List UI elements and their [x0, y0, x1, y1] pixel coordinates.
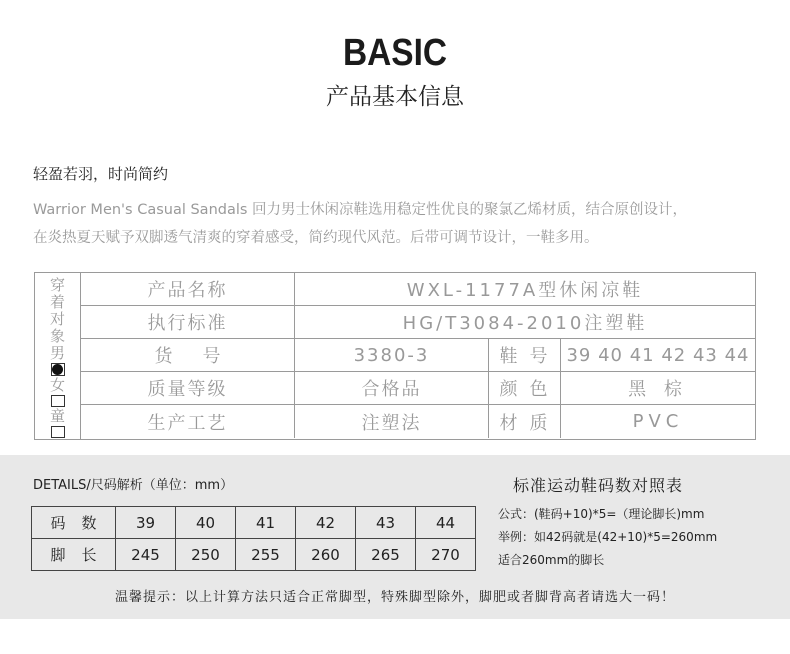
- size-formula: [498, 503, 717, 572]
- table-row: [32, 539, 476, 571]
- foot-length-cell: 255: [236, 539, 296, 571]
- spec-row-standard: [81, 306, 755, 339]
- spec-row-quality: [81, 372, 755, 405]
- target-label-char: 穿: [49, 276, 65, 294]
- quality-value: 合格品: [295, 372, 489, 404]
- target-label-char: 对: [49, 310, 65, 328]
- quality-label: 质量等级: [81, 372, 295, 404]
- size-cell: 39: [116, 507, 176, 539]
- table-row: [32, 507, 476, 539]
- size-label: 鞋号: [489, 339, 561, 371]
- option-label-male: 男: [49, 344, 65, 362]
- spec-row-item-no: [81, 339, 755, 372]
- size-value: 39 40 41 42 43 44: [566, 344, 750, 366]
- size-chart-title: 标准运动鞋码数对照表: [513, 476, 684, 495]
- process-value: 注塑法: [295, 405, 489, 438]
- target-audience-column: [35, 273, 81, 439]
- process-label: 生产工艺: [81, 405, 295, 438]
- description-line: 在炎热夏天赋予双脚透气清爽的穿着感受，简约现代风范。后带可调节设计，一鞋多用。: [33, 230, 599, 246]
- target-label-char: 着: [49, 293, 65, 311]
- color-value: 黑 棕: [628, 379, 688, 400]
- option-label-child: 童: [49, 407, 65, 425]
- spec-table: [34, 272, 756, 440]
- title-english: BASIC: [342, 32, 448, 74]
- size-cell: 44: [416, 507, 476, 539]
- foot-length-cell: 250: [176, 539, 236, 571]
- item-no-label: 货号: [81, 339, 295, 371]
- radio-dot-icon: [52, 364, 63, 375]
- size-cell: 41: [236, 507, 296, 539]
- standard-label: 执行标准: [81, 306, 295, 338]
- spec-row-product-name: [81, 273, 755, 306]
- size-cell: 43: [356, 507, 416, 539]
- page-header: [0, 30, 790, 112]
- size-cell: 40: [176, 507, 236, 539]
- male-radio-checked: [51, 363, 65, 376]
- product-name-label: 产品名称: [81, 273, 295, 305]
- spec-row-process: [81, 405, 755, 438]
- foot-length-cell: 260: [296, 539, 356, 571]
- color-label: 颜色: [489, 372, 561, 404]
- item-no-value: 3380-3: [295, 339, 489, 371]
- spec-rows: [81, 273, 755, 438]
- foot-length-row-label: 脚长: [32, 539, 116, 571]
- foot-length-cell: 270: [416, 539, 476, 571]
- female-radio: [51, 395, 65, 407]
- description-line: Warrior Men's Casual Sandals 回力男士休闲凉鞋选用稳定性优良的聚氯乙烯材质，结合原创设计，: [33, 202, 688, 218]
- size-row-label: 码数: [32, 507, 116, 539]
- product-tagline: 轻盈若羽，时尚简约: [33, 165, 169, 183]
- formula-line: 公式：(鞋码+10)*5=（理论脚长)mm: [498, 507, 705, 521]
- option-label-female: 女: [49, 376, 65, 394]
- details-title: DETAILS/尺码解析（单位：mm）: [33, 478, 234, 493]
- product-description: [33, 196, 763, 252]
- material-label: 材质: [489, 405, 561, 438]
- size-table: [31, 506, 476, 571]
- size-cell: 42: [296, 507, 356, 539]
- product-name-value: WXL-1177A型休闲凉鞋: [406, 280, 644, 301]
- title-chinese: 产品基本信息: [326, 84, 464, 110]
- formula-example: 举例：如42码就是(42+10)*5=260mm: [498, 530, 718, 544]
- foot-length-cell: 265: [356, 539, 416, 571]
- foot-length-cell: 245: [116, 539, 176, 571]
- sizing-tip: 温馨提示：以上计算方法只适合正常脚型，特殊脚型除外，脚肥或者脚背高者请选大一码！: [114, 590, 675, 605]
- standard-value: HG/T3084-2010注塑鞋: [402, 313, 648, 334]
- material-value: PVC: [632, 411, 684, 432]
- target-label-char: 象: [49, 327, 65, 345]
- formula-note: 适合260mm的脚长: [498, 553, 605, 567]
- child-radio: [51, 426, 65, 438]
